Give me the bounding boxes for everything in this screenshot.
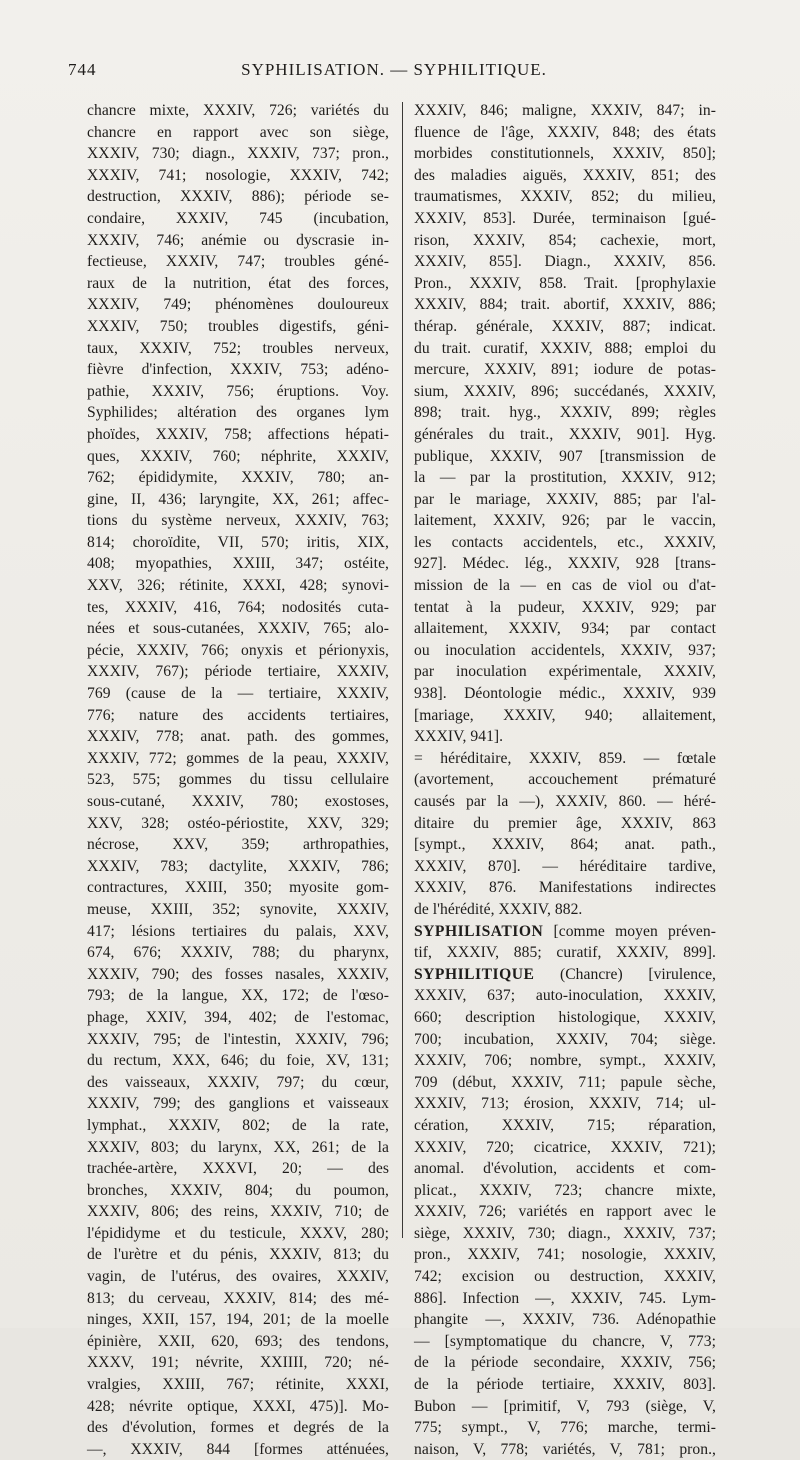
- text-line: chancre en rapport avec son siège,: [87, 123, 389, 141]
- text-line: siège, XXXIV, 730; diagn., XXXIV, 737;: [414, 1224, 716, 1242]
- text-line: mission de la — en cas de viol ou d'at-: [414, 577, 716, 595]
- text-line: 660; description histologique, XXXIV,: [414, 1008, 716, 1026]
- text-line: XXXIV, 706; nombre, sympt., XXXIV,: [414, 1052, 716, 1070]
- text-line: morbides constitutionnels, XXXIV, 850];: [414, 145, 716, 163]
- text-line: 793; de la langue, XX, 172; de l'œso-: [87, 987, 389, 1005]
- text-line: laitement, XXXIV, 926; par le vaccin,: [414, 512, 716, 530]
- text-line: des d'évolution, formes et degrés de la: [87, 1419, 389, 1437]
- text-line: —, XXXIV, 844 [formes atténuées,: [87, 1440, 389, 1458]
- text-line: 927]. Médec. lég., XXXIV, 928 [trans-: [414, 555, 716, 573]
- text-line: 813; du cerveau, XXXIV, 814; des mé-: [87, 1289, 389, 1307]
- left-text-column: [87, 100, 389, 1460]
- text-line: plicat., XXXIV, 723; chancre mixte,: [414, 1181, 716, 1199]
- text-line: 814; choroïdite, VII, 570; iritis, XIX,: [87, 533, 389, 551]
- text-line: anomal. d'évolution, accidents et com-: [414, 1160, 716, 1178]
- text-line: XXXIV, 778; anat. path. des gommes,: [87, 728, 389, 746]
- column-divider: [402, 102, 403, 1238]
- text-line: épinière, XXII, 620, 693; des tendons,: [87, 1332, 389, 1350]
- text-line: naison, V, 778; variétés, V, 781; pron.,: [414, 1440, 716, 1458]
- text-line: 898; trait. hyg., XXXIV, 899; règles: [414, 404, 716, 422]
- text-line: XXXIV, 720; cicatrice, XXXIV, 721);: [414, 1138, 716, 1156]
- text-line: XXXIV, 767); période tertiaire, XXXIV,: [87, 663, 389, 681]
- text-line: de l'urètre et du pénis, XXXIV, 813; du: [87, 1246, 389, 1264]
- text-line: raux de la nutrition, état des forces,: [87, 274, 389, 292]
- text-line: = héréditaire, XXXIV, 859. — fœtale: [414, 749, 716, 767]
- text-line: Pron., XXXIV, 858. Trait. [prophylaxie: [414, 274, 716, 292]
- text-line: de la période tertiaire, XXXIV, 803].: [414, 1376, 716, 1394]
- text-line: condaire, XXXIV, 745 (incubation,: [87, 209, 389, 227]
- text-line: cération, XXXIV, 715; réparation,: [414, 1116, 716, 1134]
- entry-headword: SYPHILISATION: [414, 922, 544, 940]
- text-line: XXXIV, 795; de l'intestin, XXXIV, 796;: [87, 1030, 389, 1048]
- text-line: fectieuse, XXXIV, 747; troubles géné-: [87, 253, 389, 271]
- text-line: allaitement, XXXIV, 934; par contact: [414, 620, 716, 638]
- text-line: tentat à la pudeur, XXXIV, 929; par: [414, 598, 716, 616]
- text-line: XXV, 328; ostéo-périostite, XXV, 329;: [87, 814, 389, 832]
- text-line: XXXIV, 749; phénomènes douloureux: [87, 296, 389, 314]
- text-line: XXXIV, 730; diagn., XXXIV, 737; pron.,: [87, 145, 389, 163]
- text-line: gine, II, 436; laryngite, XX, 261; affec-: [87, 490, 389, 508]
- text-line: trachée-artère, XXXVI, 20; — des: [87, 1160, 389, 1178]
- text-line: pécie, XXXIV, 766; onyxis et périonyxis,: [87, 641, 389, 659]
- text-line: par inoculation expérimentale, XXXIV,: [414, 663, 716, 681]
- text-line: fièvre d'infection, XXXIV, 753; adéno-: [87, 361, 389, 379]
- page-header: [68, 60, 720, 88]
- text-line: 700; incubation, XXXIV, 704; siège.: [414, 1030, 716, 1048]
- text-line: destruction, XXXIV, 886); période se-: [87, 188, 389, 206]
- text-line: XXXV, 191; névrite, XXIIII, 720; né-: [87, 1354, 389, 1372]
- text-line: meuse, XXIII, 352; synovite, XXXIV,: [87, 900, 389, 918]
- text-line: 762; épididymite, XXXIV, 780; an-: [87, 469, 389, 487]
- text-line: tif, XXXIV, 885; curatif, XXXIV, 899].: [414, 944, 716, 962]
- text-line: contractures, XXIII, 350; myosite gom-: [87, 879, 389, 897]
- text-line: SYPHILISATION [comme moyen préven-: [414, 922, 716, 940]
- text-line: XXV, 326; rétinite, XXXI, 428; synovi-: [87, 577, 389, 595]
- text-line: ou inoculation accidentels, XXXIV, 937;: [414, 641, 716, 659]
- text-line: 523, 575; gommes du tissu cellulaire: [87, 771, 389, 789]
- text-line: générales du trait., XXXIV, 901]. Hyg.: [414, 425, 716, 443]
- text-line: lymphat., XXXIV, 802; de la rate,: [87, 1116, 389, 1134]
- text-line: mercure, XXXIV, 891; iodure de potas-: [414, 361, 716, 379]
- text-line: XXXIV, 941].: [414, 728, 504, 746]
- text-line: les contacts accidentels, etc., XXXIV,: [414, 533, 716, 551]
- entry-headword: SYPHILITIQUE: [414, 965, 535, 983]
- text-line: des vaisseaux, XXXIV, 797; du cœur,: [87, 1073, 389, 1091]
- page-number: 744: [68, 60, 97, 79]
- text-line: 886]. Infection —, XXXIV, 745. Lym-: [414, 1289, 716, 1307]
- text-line: XXXIV, 713; érosion, XXXIV, 714; ul-: [414, 1095, 716, 1113]
- text-line: XXXIV, 870]. — héréditaire tardive,: [414, 857, 716, 875]
- text-line: des maladies aiguës, XXXIV, 851; des: [414, 166, 716, 184]
- text-line: causés par la —), XXXIV, 860. — héré-: [414, 793, 716, 810]
- text-line: nécrose, XXV, 359; arthropathies,: [87, 836, 389, 854]
- text-line: XXXIV, 726; variétés en rapport avec le: [414, 1203, 716, 1221]
- text-line: 674, 676; XXXIV, 788; du pharynx,: [87, 944, 389, 962]
- text-line: sous-cutané, XXXIV, 780; exostoses,: [87, 793, 389, 810]
- text-line: Syphilides; altération des organes lym: [87, 404, 389, 422]
- text-line: pron., XXXIV, 741; nosologie, XXXIV,: [414, 1246, 716, 1264]
- text-line: publique, XXXIV, 907 [transmission de: [414, 447, 716, 465]
- text-line: (avortement, accouchement prématuré: [414, 771, 716, 789]
- text-line: 938]. Déontologie médic., XXXIV, 939: [414, 685, 716, 703]
- text-line: ditaire du premier âge, XXXIV, 863: [414, 814, 716, 832]
- text-line: — [symptomatique du chancre, V, 773;: [414, 1332, 716, 1350]
- text-line: phoïdes, XXXIV, 758; affections hépati-: [87, 425, 389, 443]
- text-line: 775; sympt., V, 776; marche, termi-: [414, 1419, 716, 1437]
- text-line: nées et sous-cutanées, XXXIV, 765; alo-: [87, 620, 389, 638]
- text-line: XXXIV, 855]. Diagn., XXXIV, 856.: [414, 253, 716, 271]
- text-line: fluence de l'âge, XXXIV, 848; des états: [414, 123, 716, 141]
- text-line: de la période secondaire, XXXIV, 756;: [414, 1354, 716, 1372]
- text-line: [mariage, XXXIV, 940; allaitement,: [414, 706, 716, 724]
- text-line: ninges, XXII, 157, 194, 201; de la moelle: [87, 1311, 389, 1329]
- text-line: XXXIV, 846; maligne, XXXIV, 847; in-: [414, 102, 716, 119]
- text-line: tions du système nerveux, XXXIV, 763;: [87, 512, 389, 530]
- text-line: taux, XXXIV, 752; troubles nerveux,: [87, 339, 389, 357]
- text-line: 417; lésions tertiaires du palais, XXV,: [87, 922, 389, 940]
- text-line: phangite —, XXXIV, 736. Adénopathie: [414, 1311, 716, 1329]
- text-line: XXXIV, 853]. Durée, terminaison [gué-: [414, 209, 716, 227]
- text-line: Bubon — [primitif, V, 793 (siège, V,: [414, 1397, 716, 1415]
- right-text-column: [414, 100, 716, 1460]
- text-line: phage, XXIV, 394, 402; de l'estomac,: [87, 1008, 389, 1026]
- text-line: 428; névrite optique, XXXI, 475)]. Mo-: [87, 1397, 389, 1415]
- text-line: XXXIV, 876. Manifestations indirectes: [414, 879, 716, 897]
- text-line: bronches, XXXIV, 804; du poumon,: [87, 1181, 389, 1199]
- text-line: vralgies, XXIII, 767; rétinite, XXXI,: [87, 1376, 389, 1394]
- text-line: traumatismes, XXXIV, 852; du milieu,: [414, 188, 716, 206]
- text-line: SYPHILITIQUE (Chancre) [virulence,: [414, 965, 716, 983]
- text-line: 776; nature des accidents tertiaires,: [87, 706, 389, 724]
- text-line: XXXIV, 750; troubles digestifs, géni-: [87, 317, 389, 335]
- text-line: rison, XXXIV, 854; cachexie, mort,: [414, 231, 716, 249]
- running-title: SYPHILISATION. — SYPHILITIQUE.: [241, 60, 547, 79]
- text-line: du rectum, XXX, 646; du foie, XV, 131;: [87, 1052, 389, 1070]
- text-line: thérap. générale, XXXIV, 887; indicat.: [414, 317, 716, 335]
- text-line: XXXIV, 741; nosologie, XXXIV, 742;: [87, 166, 389, 184]
- text-line: par le mariage, XXXIV, 885; par l'al-: [414, 490, 716, 508]
- text-line: vagin, de l'utérus, des ovaires, XXXIV,: [87, 1268, 389, 1286]
- text-line: 769 (cause de la — tertiaire, XXXIV,: [87, 685, 389, 703]
- text-line: pathie, XXXIV, 756; éruptions. Voy.: [87, 382, 389, 400]
- text-line: du trait. curatif, XXXIV, 888; emploi du: [414, 339, 716, 357]
- text-line: XXXIV, 799; des ganglions et vaisseaux: [87, 1095, 389, 1113]
- text-line: chancre mixte, XXXIV, 726; variétés du: [87, 102, 389, 119]
- text-line: 742; excision ou destruction, XXXIV,: [414, 1268, 716, 1286]
- text-line: tes, XXXIV, 416, 764; nodosités cuta-: [87, 598, 389, 616]
- text-line: XXXIV, 746; anémie ou dyscrasie in-: [87, 231, 389, 249]
- text-line: la — par la prostitution, XXXIV, 912;: [414, 469, 716, 487]
- text-line: [sympt., XXXIV, 864; anat. path.,: [414, 836, 716, 854]
- text-line: 709 (début, XXXIV, 711; papule sèche,: [414, 1073, 716, 1091]
- text-line: sium, XXXIV, 896; succédanés, XXXIV,: [414, 382, 716, 400]
- text-line: l'épididyme et du testicule, XXXV, 280;: [87, 1224, 389, 1242]
- text-line: XXXIV, 803; du larynx, XX, 261; de la: [87, 1138, 389, 1156]
- text-line: XXXIV, 783; dactylite, XXXIV, 786;: [87, 857, 389, 875]
- text-line: XXXIV, 806; des reins, XXXIV, 710; de: [87, 1203, 389, 1221]
- text-line: ques, XXXIV, 760; néphrite, XXXIV,: [87, 447, 389, 465]
- text-line: 408; myopathies, XXIII, 347; ostéite,: [87, 555, 389, 573]
- text-line: XXXIV, 790; des fosses nasales, XXXIV,: [87, 965, 389, 983]
- text-line: XXXIV, 884; trait. abortif, XXXIV, 886;: [414, 296, 716, 314]
- text-line: XXXIV, 637; auto-inoculation, XXXIV,: [414, 987, 716, 1005]
- text-line: XXXIV, 772; gommes de la peau, XXXIV,: [87, 749, 389, 767]
- text-line: de l'hérédité, XXXIV, 882.: [414, 900, 583, 918]
